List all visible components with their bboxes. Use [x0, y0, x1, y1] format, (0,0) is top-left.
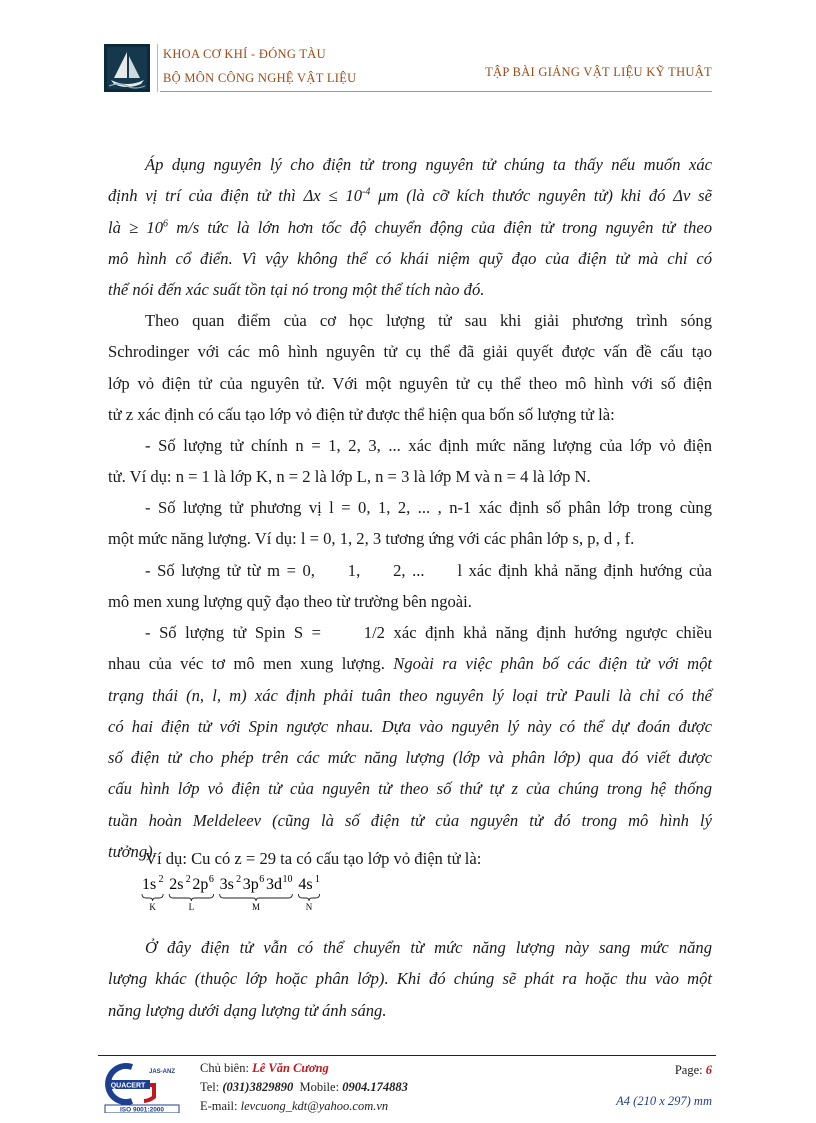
footer-email: E-mail: levcuong_kdt@yahoo.com.vn [200, 1099, 389, 1113]
config-term-exponent: 6 [208, 874, 214, 885]
config-term-exponent: 2 [185, 874, 191, 885]
text-line: là ≥ $10^6$ m/s tức là lớn hơn tốc độ chuyển động của điện tử trong nguyên tử theo [108, 217, 712, 237]
bullet-azimuthal-quantum-number [108, 492, 712, 555]
text-line: Theo quan điểm của cơ học lượng tử sau khi giải phương trình sóng [145, 311, 712, 330]
text-line: - Số lượng tử Spin S = 1/2 xác định khả năng định hướng ngược chiều [145, 623, 712, 642]
config-term-base: 2p [192, 876, 209, 893]
text-line: trạng thái (n, l, m) xác định phải tuân theo nguyên lý loại trừ Pauli là chỉ có thể [108, 685, 712, 705]
config-term-base: 3p [242, 876, 259, 893]
config-term-base: 2s [169, 876, 184, 893]
text-line: có hai điện tử với Spin ngược nhau. Dựa vào nguyên lý này có thể dự đoán được [108, 716, 712, 736]
text-line: một mức năng lượng. Ví dụ: l = 0, 1, 2, 3 tương ứng với các phân lớp s, p, d , f. [108, 529, 635, 549]
text-line: mô hình cổ điển. Vì vậy không thể có khái niệm quỹ đạo của điện tử mà chỉ có [108, 248, 712, 268]
bullet-principal-quantum-number [108, 430, 712, 493]
text-line: tưởng). [108, 842, 157, 862]
header-subdepartment: BỘ MÔN CÔNG NGHỆ VẬT LIỆU [163, 71, 357, 85]
paragraph-quantum-mechanics [108, 305, 712, 430]
paragraph-uncertainty [108, 149, 712, 305]
quacert-iso-logo-icon [104, 1063, 180, 1113]
config-term-base: 3s [219, 876, 234, 893]
config-term-base: 1s [142, 876, 157, 893]
config-term-exponent: 2 [236, 874, 242, 885]
text-line: tử. Ví dụ: n = 1 là lớp K, n = 2 là lớp L, n = 3 là lớp M và n = 4 là lớp N. [108, 467, 591, 487]
footer-editor: Chủ biên: Lê Văn Cương [200, 1061, 329, 1075]
header-divider [157, 44, 158, 92]
config-term-base: 3d [266, 876, 282, 893]
text-line: số điện tử cho phép trên các mức năng lượng (lớp và phân lớp) qua đó viết được [108, 748, 712, 768]
header-document-title: TẬP BÀI GIẢNG VẬT LIỆU KỸ THUẬT [485, 65, 712, 79]
text-line: mô men xung lượng quỹ đạo theo từ trường bên ngoài. [108, 592, 472, 612]
config-shell-label: N [305, 902, 313, 912]
text-line: Schrodinger với các mô hình nguyên tử cụ thể đã giải quyết được vấn đề cấu tạo [108, 342, 712, 362]
faculty-logo-icon [104, 44, 150, 92]
text-line: tuần hoàn Meldeleev (cũng là số điện tử của nguyên tử đó trong mô hình lý [108, 810, 712, 830]
paper-size: A4 (210 x 297) mm [616, 1094, 712, 1108]
config-term-exponent: 6 [259, 874, 265, 885]
text-line: Ví dụ: Cu có z = 29 ta có cấu tạo lớp vỏ điện tử là: [145, 849, 482, 868]
config-shell-label: K [149, 902, 156, 912]
text-line: nhau của véc tơ mô men xung lượng. Ngoài ra việc phân bố các điện tử với một [108, 654, 713, 674]
config-brace [142, 894, 163, 901]
footer-rule [98, 1055, 716, 1056]
text-line: - Số lượng tử chính n = 1, 2, 3, ... xác định mức năng lượng của lớp vỏ điện [145, 436, 712, 455]
text-line: - Số lượng tử từ m = 0, 1, 2, ... l xác định khả năng định hướng của [145, 561, 712, 580]
text-line: tử z xác định có cấu tạo lớp vỏ điện tử được thể hiện qua bốn số lượng tử là: [108, 404, 615, 424]
text-line: lớp vỏ điện tử của nguyên tử. Với một nguyên tử cụ thể theo mô hình với số điện [108, 373, 712, 393]
config-term-exponent: 1 [314, 874, 320, 885]
config-term-exponent: 10 [282, 874, 293, 885]
text-line: - Số lượng tử phương vị l = 0, 1, 2, ... , n-1 xác định số phân lớp trong cùng [145, 498, 712, 517]
config-brace [298, 894, 319, 901]
svg-text:JAS-ANZ: JAS-ANZ [148, 1069, 176, 1075]
header-department: KHOA CƠ KHÍ - ĐÓNG TÀU [163, 47, 326, 61]
text-line: định vị trí của điện tử thì $\Delta x \le 10^{-4}$ μm (là cỡ kích thước nguyên tử) khi đó Δv sẽ [108, 186, 712, 206]
config-shell-label: M [251, 902, 261, 912]
text-line: Áp dụng nguyên lý cho điện tử trong nguyên tử chúng ta thấy nếu muốn xác [145, 155, 712, 174]
config-brace [169, 894, 213, 901]
page-number: Page: 6 [674, 1063, 712, 1077]
text-line: lượng khác (thuộc lớp hoặc phân lớp). Khi đó chúng sẽ phát ra hoặc thu vào một [108, 969, 712, 989]
paragraph-energy-transition [108, 932, 712, 1026]
bullet-spin-quantum-number [108, 617, 712, 867]
bullet-magnetic-quantum-number [108, 555, 712, 618]
header-rule [160, 91, 712, 92]
svg-text:ISO 9001:2000: ISO 9001:2000 [119, 1106, 165, 1113]
electron-configuration-figure [140, 872, 340, 920]
electron-configuration [140, 872, 340, 920]
config-term-base: 4s [298, 876, 313, 893]
example-line [108, 843, 712, 874]
config-brace [220, 894, 293, 901]
text-line: năng lượng dưới dạng lượng tử ánh sáng. [108, 1000, 387, 1020]
text-line: cấu hình lớp vỏ điện tử của nguyên tử theo số thứ tự z của chúng trong hệ thống [108, 779, 712, 799]
text-line: Ở đây điện tử vẫn có thể chuyển từ mức năng lượng này sang mức năng [145, 938, 712, 957]
text-line: thể nói đến xác suất tồn tại nó trong một thể tích nào đó. [108, 280, 485, 300]
footer-phone: Tel: (031)3829890 Mobile: 0904.174883 [200, 1080, 408, 1094]
config-shell-label: L [188, 902, 195, 912]
config-term-exponent: 2 [158, 874, 164, 885]
svg-text:QUACERT: QUACERT [110, 1082, 146, 1090]
